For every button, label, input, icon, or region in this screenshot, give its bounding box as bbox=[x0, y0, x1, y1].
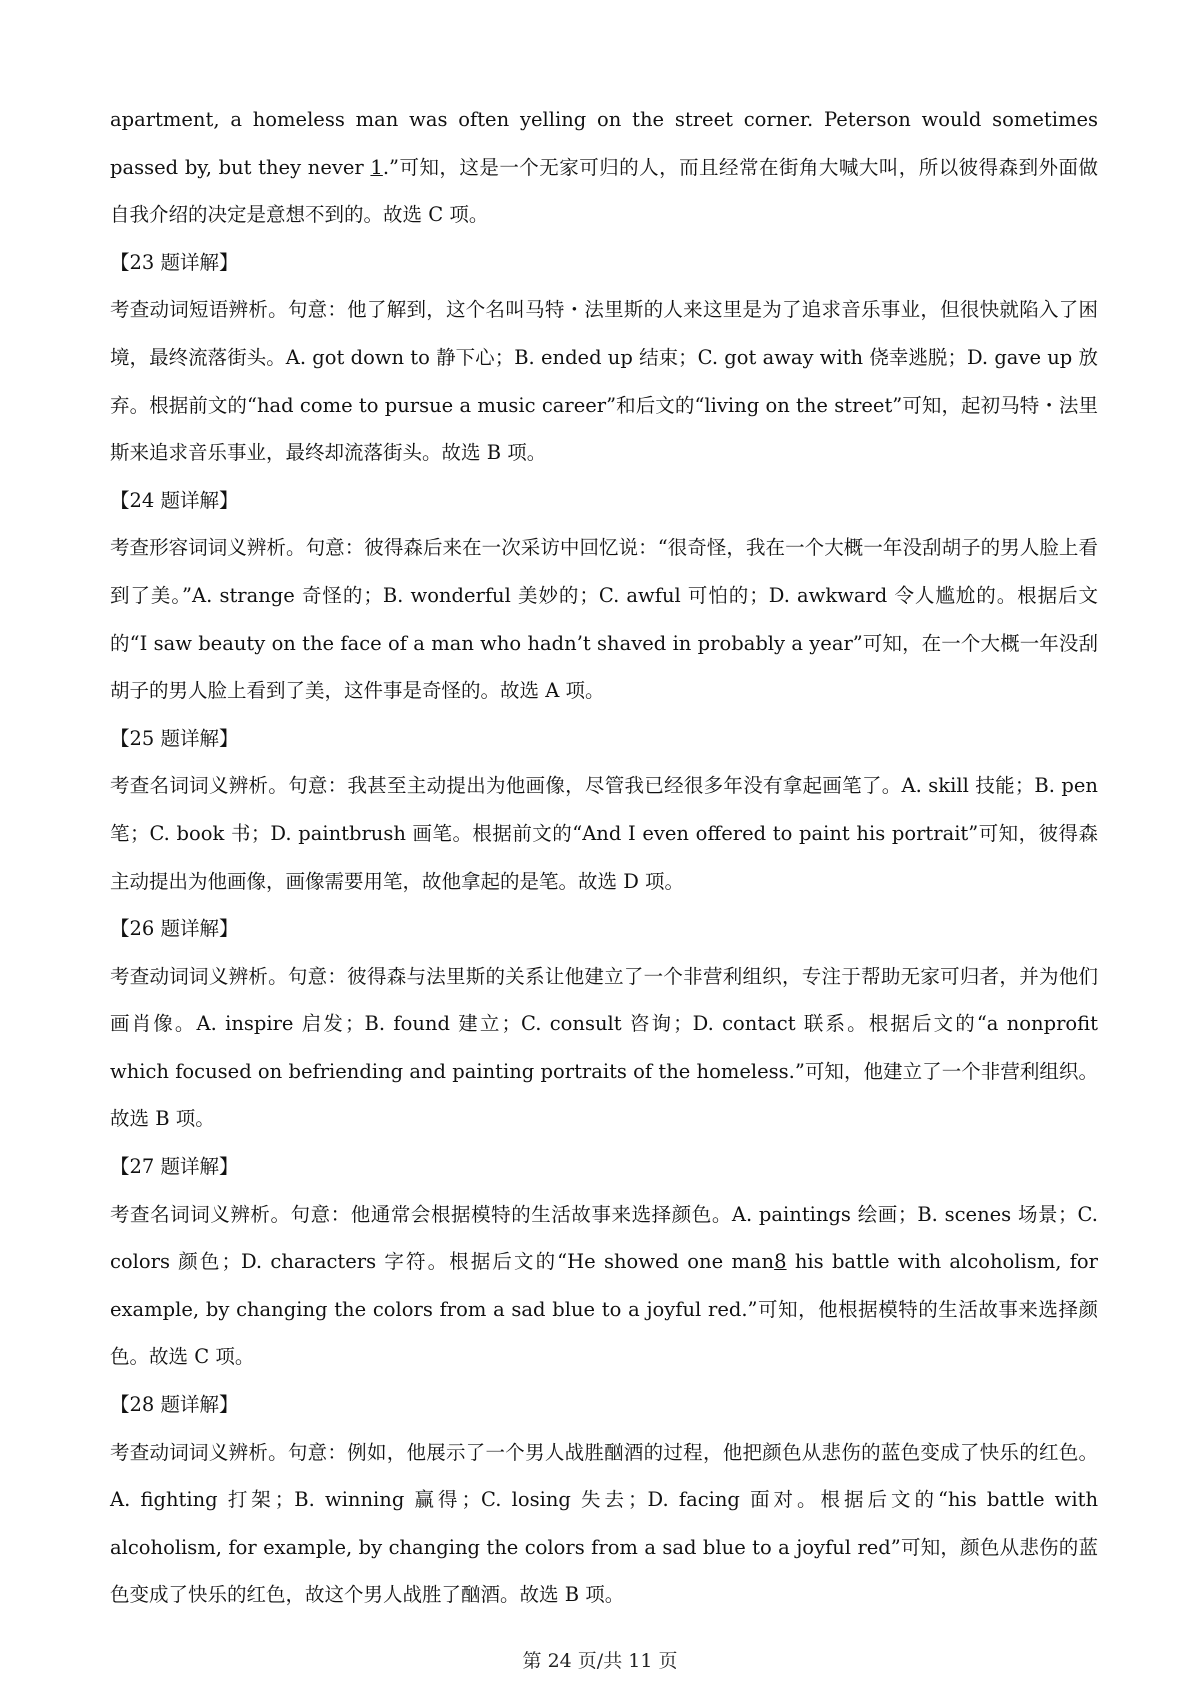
document-body bbox=[110, 96, 1098, 1619]
section-text-28: 考查动词词义辨析。句意：例如，他展示了一个男人战胜酗酒的过程，他把颜色从悲伤的蓝色变成了快乐的红色。A. fighting 打架；B. winning 赢得；C. losing 失去；D. facing 面对。根据后文的“his battle with alcoholism, for example, by changing the colors from a sad blue to a joyful red”可知，颜色从悲伤的蓝色变成了快乐的红色，故这个男人战胜了酗酒。故选 B 项。 bbox=[110, 1440, 1098, 1607]
section-text-27: 考查名词词义辨析。句意：他通常会根据模特的生活故事来选择颜色。A. paintings 绘画；B. scenes 场景；C. colors 颜色；D. characters 字符。根据后文的“He showed one man8 his battle with alcoholism, for example, by changing the colors from a sad blue to a joyful red.”可知，他根据模特的生活故事来选择颜色。故选 C 项。 bbox=[110, 1202, 1098, 1369]
section-text-26: 考查动词词义辨析。句意：彼得森与法里斯的关系让他建立了一个非营利组织，专注于帮助无家可归者，并为他们画肖像。A. inspire 启发；B. found 建立；C. consult 咨询；D. contact 联系。根据后文的“a nonprofit which focused on befriending and painting portraits of the homeless.”可知，他建立了一个非营利组织。故选 B 项。 bbox=[110, 964, 1098, 1131]
continuation-paragraph: apartment, a homeless man was often yelling on the street corner. Peterson would sometimes passed by, but they never 1.”可知，这是一个无家可归的人，而且经常在街角大喊大叫，所以彼得森到外面做自我介绍的决定是意想不到的。故选 C 项。 bbox=[110, 108, 1099, 227]
section-heading-27: 【27 题详解】 bbox=[110, 1155, 239, 1179]
section-text-25: 考查名词词义辨析。句意：我甚至主动提出为他画像，尽管我已经很多年没有拿起画笔了。A. skill 技能；B. pen 笔；C. book 书；D. paintbrush 画笔。根据前文的“And I even offered to paint his portrait”可知，彼得森主动提出为他画像，画像需要用笔，故他拿起的是笔。故选 D 项。 bbox=[110, 774, 1098, 893]
section-heading-25: 【25 题详解】 bbox=[110, 726, 239, 750]
section-text-23: 考查动词短语辨析。句意：他了解到，这个名叫马特・法里斯的人来这里是为了追求音乐事业，但很快就陷入了困境，最终流落街头。A. got down to 静下心；B. ended up 结束；C. got away with 侥幸逃脱；D. gave up 放弃。根据前文的“had come to pursue a music career”和后文的“living on the street”可知，起初马特・法里斯来追求音乐事业，最终却流落街头。故选 B 项。 bbox=[110, 298, 1098, 465]
blank-1: 1 bbox=[370, 155, 383, 179]
section-heading-23: 【23 题详解】 bbox=[110, 250, 239, 274]
section-text-24: 考查形容词词义辨析。句意：彼得森后来在一次采访中回忆说：“很奇怪，我在一个大概一年没刮胡子的男人脸上看到了美。”A. strange 奇怪的；B. wonderful 美妙的；C. awful 可怕的；D. awkward 令人尴尬的。根据后文的“I saw beauty on the face of a man who hadn’t shaved in probably a year”可知，在一个大概一年没刮胡子的男人脸上看到了美，这件事是奇怪的。故选 A 项。 bbox=[110, 536, 1098, 703]
page-footer bbox=[0, 1646, 1200, 1673]
page-number: 第 24 页/共 11 页 bbox=[522, 1650, 678, 1672]
section-heading-26: 【26 题详解】 bbox=[110, 917, 239, 941]
blank-8: 8 bbox=[774, 1250, 787, 1274]
section-heading-24: 【24 题详解】 bbox=[110, 488, 239, 512]
section-heading-28: 【28 题详解】 bbox=[110, 1393, 239, 1417]
